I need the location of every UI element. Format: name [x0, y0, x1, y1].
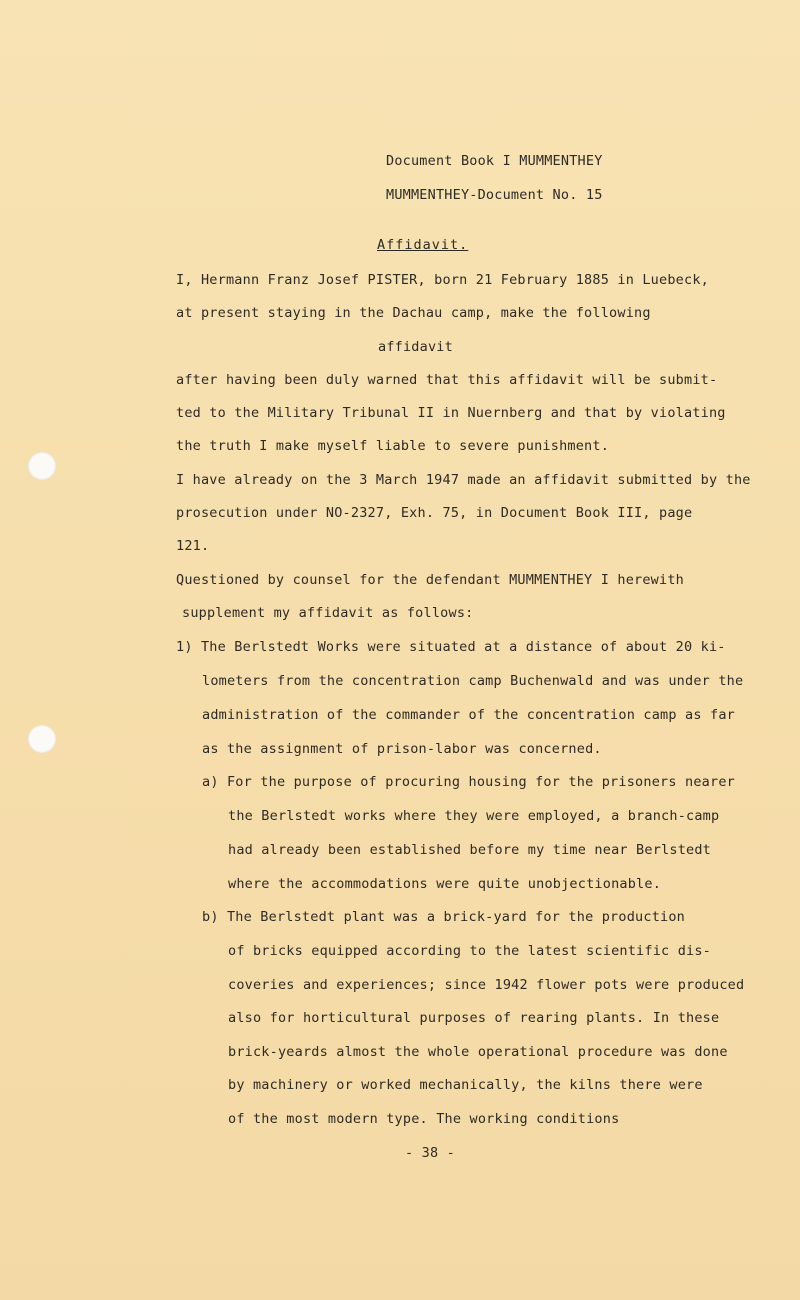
point-b-line: of bricks equipped according to the latest scientific dis- [228, 943, 712, 959]
header-doc-number: MUMMENTHEY-Document No. 15 [386, 187, 603, 203]
body-line: the truth I make myself liable to severe punishment. [176, 438, 610, 454]
header-book: Document Book I MUMMENTHEY [386, 153, 603, 169]
point-a-line: a) For the purpose of procuring housing for the prisoners nearer [202, 774, 735, 790]
point-b-line: coveries and experiences; since 1942 flower pots were produced [228, 977, 745, 993]
point-a-line: had already been established before my time near Berlstedt [228, 842, 712, 858]
point-b-line: by machinery or worked mechanically, the kilns there were [228, 1077, 703, 1093]
body-line: supplement my affidavit as follows: [182, 605, 474, 621]
affidavit-subtitle: affidavit [378, 339, 453, 355]
point-1-line: administration of the commander of the concentration camp as far [202, 707, 735, 723]
body-line: after having been duly warned that this affidavit will be submit- [176, 372, 718, 388]
point-b-line: of the most modern type. The working conditions [228, 1111, 620, 1127]
page-number: - 38 - [405, 1145, 455, 1161]
punch-hole [28, 452, 56, 480]
body-line: ted to the Military Tribunal II in Nuernberg and that by violating [176, 405, 726, 421]
point-a-line: the Berlstedt works where they were employed, a branch-camp [228, 808, 720, 824]
body-line: prosecution under NO-2327, Exh. 75, in Document Book III, page [176, 505, 693, 521]
point-b-line: b) The Berlstedt plant was a brick-yard for the production [202, 909, 686, 925]
document-title: Affidavit. [377, 237, 469, 253]
body-line: I have already on the 3 March 1947 made an affidavit submitted by the [176, 472, 751, 488]
point-b-line: brick-yeards almost the whole operational procedure was done [228, 1044, 728, 1060]
body-line: Questioned by counsel for the defendant MUMMENTHEY I herewith [176, 572, 684, 588]
punch-hole [28, 725, 56, 753]
point-1-line: as the assignment of prison-labor was concerned. [202, 741, 602, 757]
intro-line: I, Hermann Franz Josef PISTER, born 21 February 1885 in Luebeck, [176, 272, 709, 288]
point-a-line: where the accommodations were quite unobjectionable. [228, 876, 662, 892]
point-1-line: 1) The Berlstedt Works were situated at a distance of about 20 ki- [176, 639, 726, 655]
body-line: 121. [176, 538, 210, 554]
intro-line: at present staying in the Dachau camp, make the following [176, 305, 651, 321]
point-b-line: also for horticultural purposes of rearing plants. In these [228, 1010, 720, 1026]
point-1-line: lometers from the concentration camp Buchenwald and was under the [202, 673, 744, 689]
